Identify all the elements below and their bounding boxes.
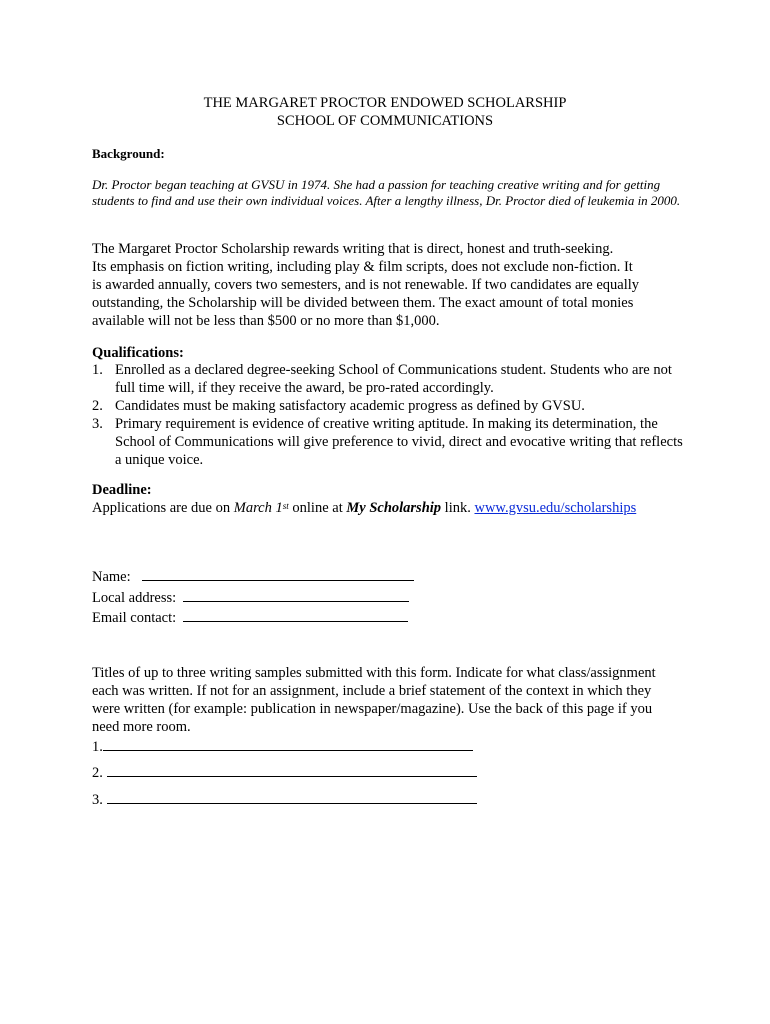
my-scholarship-label: My Scholarship [346, 500, 442, 516]
title-line-2: SCHOOL OF COMMUNICATIONS [276, 113, 494, 129]
deadline-date-suffix: st [282, 501, 289, 511]
sample-line-3 [92, 790, 477, 809]
qualifications-heading: Qualifications: [92, 345, 184, 361]
address-label: Local address: [92, 590, 177, 606]
deadline-middle: online at [288, 500, 347, 516]
deadline-prefix: Applications are due on [92, 500, 234, 516]
sample-input-line[interactable] [107, 763, 477, 777]
address-field [92, 588, 409, 607]
deadline-heading: Deadline: [92, 482, 152, 498]
list-item [92, 415, 692, 469]
deadline-date: March 1 [233, 500, 283, 516]
description-line: available will not be less than $500 or no more than $1,000. [92, 313, 440, 329]
deadline-text [92, 499, 636, 517]
name-label: Name: [92, 569, 131, 585]
email-label: Email contact: [92, 610, 177, 626]
list-text: Candidates must be making satisfactory academic progress as defined by GVSU. [115, 398, 585, 414]
description-line: Its emphasis on fiction writing, including play & film scripts, does not exclude non-fiction. It [92, 259, 633, 275]
list-item [92, 397, 692, 415]
sample-number: 3. [92, 792, 103, 808]
description-paragraph [92, 240, 692, 330]
scholarships-link[interactable]: www.gvsu.edu/scholarships [474, 500, 637, 516]
deadline-after-label: link. [441, 500, 475, 516]
list-text: Enrolled as a declared degree-seeking School of Communications student. Students who are not full time will, if they receive the award, be pro-rated accordingly. [115, 362, 672, 396]
list-number: 3. [92, 416, 103, 432]
background-heading: Background: [92, 146, 165, 161]
name-field [92, 567, 414, 586]
sample-input-line[interactable] [103, 737, 473, 751]
description-line: is awarded annually, covers two semesters, and is not renewable. If two candidates are equally [92, 277, 640, 293]
title-line-1: THE MARGARET PROCTOR ENDOWED SCHOLARSHIP [203, 95, 567, 111]
sample-input-line[interactable] [107, 790, 477, 804]
samples-instructions: Titles of up to three writing samples submitted with this form. Indicate for what class/assignment each was written. If not for an assignment, include a brief statement of the context in which they were written (for example: publication in newspaper/magazine). Use the back of this page if you need more room. [92, 665, 656, 735]
list-number: 2. [92, 398, 103, 414]
list-number: 1. [92, 362, 103, 378]
sample-line-2 [92, 763, 477, 782]
sample-line-1 [92, 737, 473, 756]
description-line: The Margaret Proctor Scholarship rewards writing that is direct, honest and truth-seeking. [92, 241, 614, 257]
address-input-line[interactable] [183, 588, 409, 602]
sample-number: 2. [92, 765, 103, 781]
description-line: outstanding, the Scholarship will be divided between them. The exact amount of total monies [92, 295, 634, 311]
name-input-line[interactable] [142, 567, 414, 581]
sample-number: 1. [92, 739, 103, 755]
list-text: Primary requirement is evidence of creative writing aptitude. In making its determination, the School of Communications will give preference to vivid, direct and evocative writing that reflects a unique voice. [115, 416, 683, 468]
list-item [92, 361, 692, 397]
email-input-line[interactable] [183, 608, 408, 622]
qualifications-list [92, 361, 692, 469]
background-text: Dr. Proctor began teaching at GVSU in 1974. She had a passion for teaching creative writing and for getting students to find and use their own individual voices. After a lengthy illness, Dr. Proctor died of leukemia in 2000. [92, 177, 681, 208]
email-field [92, 608, 408, 627]
